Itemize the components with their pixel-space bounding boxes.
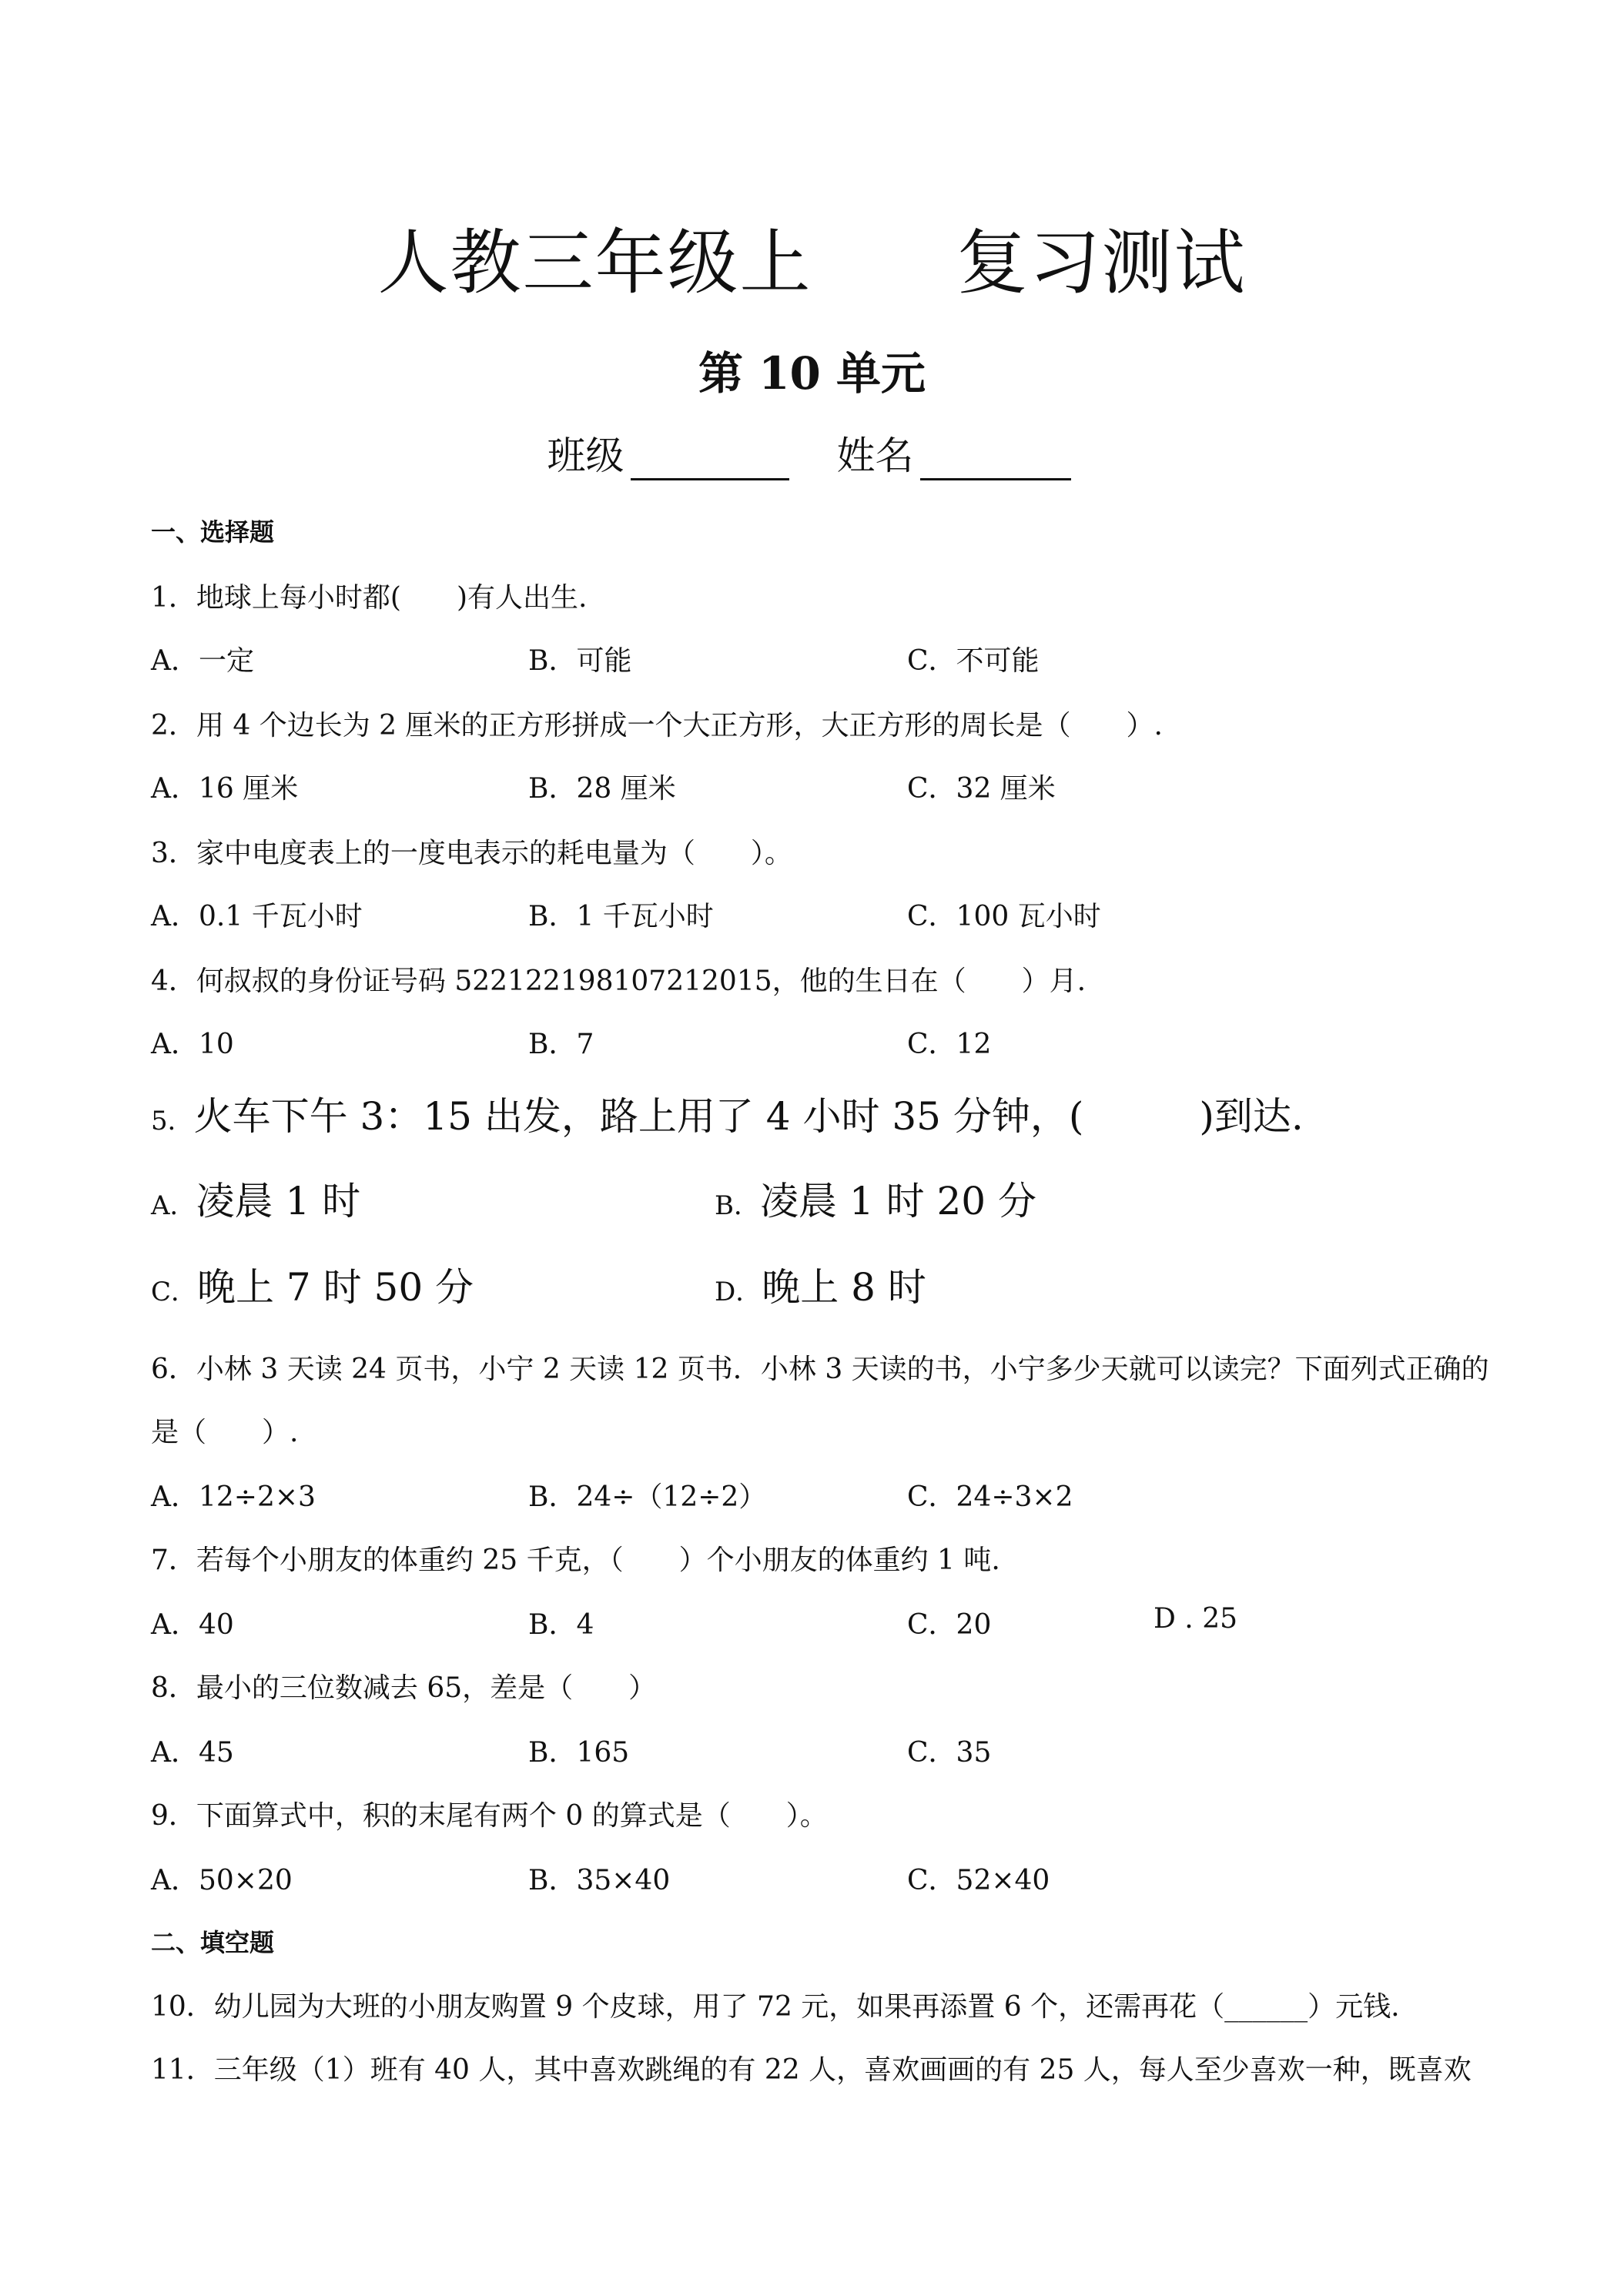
option-b[interactable]: B．28 厘米 — [528, 773, 676, 805]
question-6-continued: 是（ ）. — [151, 1417, 299, 1448]
option-b[interactable]: B．可能 — [528, 645, 632, 677]
option-c[interactable]: C．晚上 7 时 50 分 — [151, 1265, 474, 1310]
option-a[interactable]: A．40 — [151, 1609, 234, 1641]
option-d[interactable]: D．晚上 8 时 — [715, 1265, 926, 1310]
question-7-options — [151, 1603, 1537, 1649]
option-b[interactable]: B．35×40 — [528, 1865, 671, 1896]
option-a[interactable]: A．凌晨 1 时 — [151, 1179, 361, 1223]
option-c[interactable]: C．12 — [907, 1029, 992, 1060]
class-label: 班级 — [547, 433, 624, 478]
option-c[interactable]: C．不可能 — [907, 645, 1040, 677]
option-c[interactable]: C．20 — [907, 1609, 992, 1641]
option-b[interactable]: B．1 千瓦小时 — [528, 901, 714, 932]
question-11: 11．三年级（1）班有 40 人，其中喜欢跳绳的有 22 人，喜欢画画的有 25 人，每人至少喜欢一种，既喜欢 — [151, 2054, 1472, 2086]
option-b[interactable]: B．24÷（12÷2） — [528, 1481, 767, 1513]
question-8-options — [151, 1731, 1537, 1777]
name-label: 姓名 — [836, 433, 914, 478]
question-2: 2．用 4 个边长为 2 厘米的正方形拼成一个大正方形，大正方形的周长是（ ）. — [151, 710, 1163, 741]
option-a[interactable]: A．50×20 — [151, 1865, 293, 1896]
question-9: 9．下面算式中，积的末尾有两个 0 的算式是（ ）。 — [151, 1800, 828, 1832]
question-5-number: 5． — [151, 1106, 194, 1136]
question-6: 6．小林 3 天读 24 页书，小宁 2 天读 12 页书．小林 3 天读的书，小宁多少天就可以读完？下面列式正确的 — [151, 1354, 1489, 1385]
option-b[interactable]: B．7 — [528, 1029, 594, 1060]
option-c[interactable]: C．100 瓦小时 — [907, 901, 1101, 932]
option-a[interactable]: A．12÷2×3 — [151, 1481, 316, 1513]
question-9-options — [151, 1859, 1537, 1905]
question-10: 10．幼儿园为大班的小朋友购置 9 个皮球，用了 72 元，如果再添置 6 个，还需再花（______）元钱. — [151, 1991, 1400, 2023]
option-d[interactable]: D . 25 — [1154, 1603, 1238, 1635]
question-4: 4．何叔叔的身份证号码 522122198107212015，他的生日在（ ）月. — [151, 966, 1087, 997]
name-blank[interactable] — [920, 438, 1071, 480]
option-a[interactable]: A．16 厘米 — [151, 773, 299, 805]
question-5 — [151, 1086, 1304, 1141]
option-b[interactable]: B．165 — [528, 1737, 630, 1769]
option-b[interactable]: B．4 — [528, 1609, 594, 1641]
question-6-options — [151, 1475, 1537, 1521]
option-a[interactable]: A．45 — [151, 1737, 234, 1769]
option-c[interactable]: C．24÷3×2 — [907, 1481, 1073, 1513]
unit-subtitle: 第 10 单元 — [698, 347, 926, 400]
class-name-line — [0, 425, 1624, 480]
option-c[interactable]: C．35 — [907, 1737, 992, 1769]
page-title: 人教三年级上 复习测试 — [377, 222, 1247, 304]
question-1-options — [151, 639, 1537, 685]
option-c[interactable]: C．32 厘米 — [907, 773, 1056, 805]
question-1: 1．地球上每小时都( )有人出生. — [151, 582, 588, 614]
option-c[interactable]: C．52×40 — [907, 1865, 1050, 1896]
question-5-text: 火车下午 3：15 出发，路上用了 4 小时 35 分钟，( )到达. — [193, 1094, 1304, 1139]
question-3: 3．家中电度表上的一度电表示的耗电量为（ ）。 — [151, 838, 792, 869]
class-blank[interactable] — [631, 438, 789, 480]
option-a[interactable]: A．0.1 千瓦小时 — [151, 901, 363, 932]
option-a[interactable]: A．10 — [151, 1029, 234, 1060]
question-2-options — [151, 767, 1537, 813]
section-heading-fill: 二、填空题 — [151, 1928, 275, 1957]
option-b[interactable]: B．凌晨 1 时 20 分 — [715, 1179, 1037, 1223]
section-heading-choice: 一、选择题 — [151, 517, 275, 547]
option-a[interactable]: A．一定 — [151, 645, 254, 677]
question-7: 7．若每个小朋友的体重约 25 千克，（ ）个小朋友的体重约 1 吨. — [151, 1545, 1000, 1576]
question-8: 8．最小的三位数减去 65，差是（ ） — [151, 1672, 657, 1704]
question-3-options — [151, 895, 1537, 941]
question-4-options — [151, 1022, 1537, 1069]
